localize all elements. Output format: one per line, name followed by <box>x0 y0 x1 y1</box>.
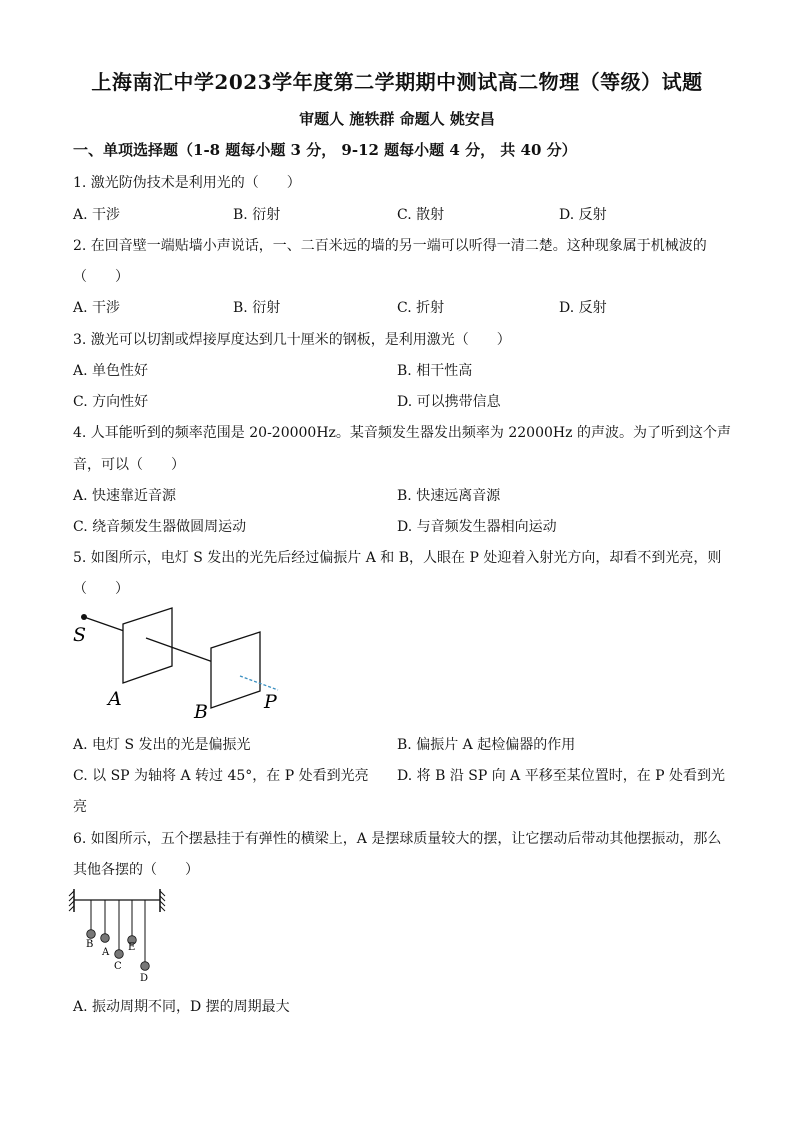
question-1-option-a: A. 干涉 <box>73 207 121 223</box>
exam-authors: 审题人 施轶群 命题人 姚安昌 <box>299 110 495 128</box>
label-pendulum-d: D <box>140 973 149 984</box>
question-5-stem: 5. 如图所示，电灯 S 发出的光先后经过偏振片 A 和 B，人眼在 P 处迎着入射光方向，却看不到光亮，则 <box>73 550 722 566</box>
question-3-stem: 3. 激光可以切割或焊接厚度达到几十厘米的钢板，是利用激光（ ） <box>73 332 511 348</box>
question-4-option-c: C. 绕音频发生器做圆周运动 <box>73 519 247 535</box>
pendulum-ball-b <box>87 930 96 939</box>
question-2-option-b: B. 衍射 <box>233 300 281 316</box>
question-5-option-c: C. 以 SP 为轴将 A 转过 45°，在 P 处看到光亮 <box>73 768 369 784</box>
exam-title: 上海南汇中学2023学年度第二学期期中测试高二物理（等级）试题 <box>91 70 703 94</box>
polarizer-diagram <box>68 606 288 724</box>
question-6-stem-cont: 其他各摆的（ ） <box>73 862 199 878</box>
polarizer-b <box>211 632 260 708</box>
label-pendulum-a: A <box>102 947 110 958</box>
label-b: B <box>194 701 208 723</box>
label-pendulum-c: C <box>114 961 122 972</box>
question-1-option-d: D. 反射 <box>559 207 607 223</box>
question-5-stem-cont: （ ） <box>73 581 129 597</box>
question-5-option-d: D. 将 B 沿 SP 向 A 平移至某位置时，在 P 处看到光 <box>397 768 726 784</box>
question-5-option-b: B. 偏振片 A 起检偏器的作用 <box>397 737 576 753</box>
question-4-stem-cont: 音，可以（ ） <box>73 457 185 473</box>
question-3-option-b: B. 相干性高 <box>397 363 473 379</box>
question-5-option-a: A. 电灯 S 发出的光是偏振光 <box>73 737 251 753</box>
question-5-option-d-wrap: 亮 <box>73 799 87 815</box>
question-6-stem: 6. 如图所示，五个摆悬挂于有弹性的横梁上，A 是摆球质量较大的摆，让它摆动后带动其他摆振动，那么 <box>73 831 722 847</box>
question-4-option-a: A. 快速靠近音源 <box>73 488 177 504</box>
question-1-option-b: B. 衍射 <box>233 207 281 223</box>
question-4-stem: 4. 人耳能听到的频率范围是 20-20000Hz。某音频发生器发出频率为 22000Hz 的声波。为了听到这个声 <box>73 425 731 441</box>
question-3-option-c: C. 方向性好 <box>73 394 149 410</box>
question-3-option-d: D. 可以携带信息 <box>397 394 501 410</box>
label-p: P <box>264 691 277 713</box>
question-1-stem: 1. 激光防伪技术是利用光的（ ） <box>73 175 301 191</box>
polarizer-a <box>123 608 172 683</box>
question-2-stem-cont: （ ） <box>73 269 129 285</box>
pendulum-ball-d <box>141 962 150 971</box>
pendulum-ball-a <box>101 934 110 943</box>
question-3-option-a: A. 单色性好 <box>73 363 149 379</box>
label-pendulum-e: E <box>128 942 136 953</box>
question-4-option-d: D. 与音频发生器相向运动 <box>397 519 557 535</box>
question-2-stem: 2. 在回音壁一端贴墙小声说话，一、二百米远的墙的另一端可以听得一清二楚。这种现象属于机械波的 <box>73 238 707 254</box>
pendulum-diagram <box>68 886 168 986</box>
question-2-option-c: C. 折射 <box>397 300 445 316</box>
section-heading: 一、单项选择题（1-8 题每小题 3 分， 9-12 题每小题 4 分， 共 40 分） <box>73 141 577 159</box>
pendulum-ball-c <box>115 950 124 959</box>
light-ray-s-a <box>84 617 124 631</box>
label-a: A <box>108 688 122 710</box>
label-s: S <box>73 624 87 646</box>
label-pendulum-b: B <box>86 939 94 950</box>
question-4-option-b: B. 快速远离音源 <box>397 488 501 504</box>
question-1-option-c: C. 散射 <box>397 207 445 223</box>
question-6-option-a: A. 振动周期不同，D 摆的周期最大 <box>73 999 290 1015</box>
question-2-option-a: A. 干涉 <box>73 300 121 316</box>
question-2-option-d: D. 反射 <box>559 300 607 316</box>
